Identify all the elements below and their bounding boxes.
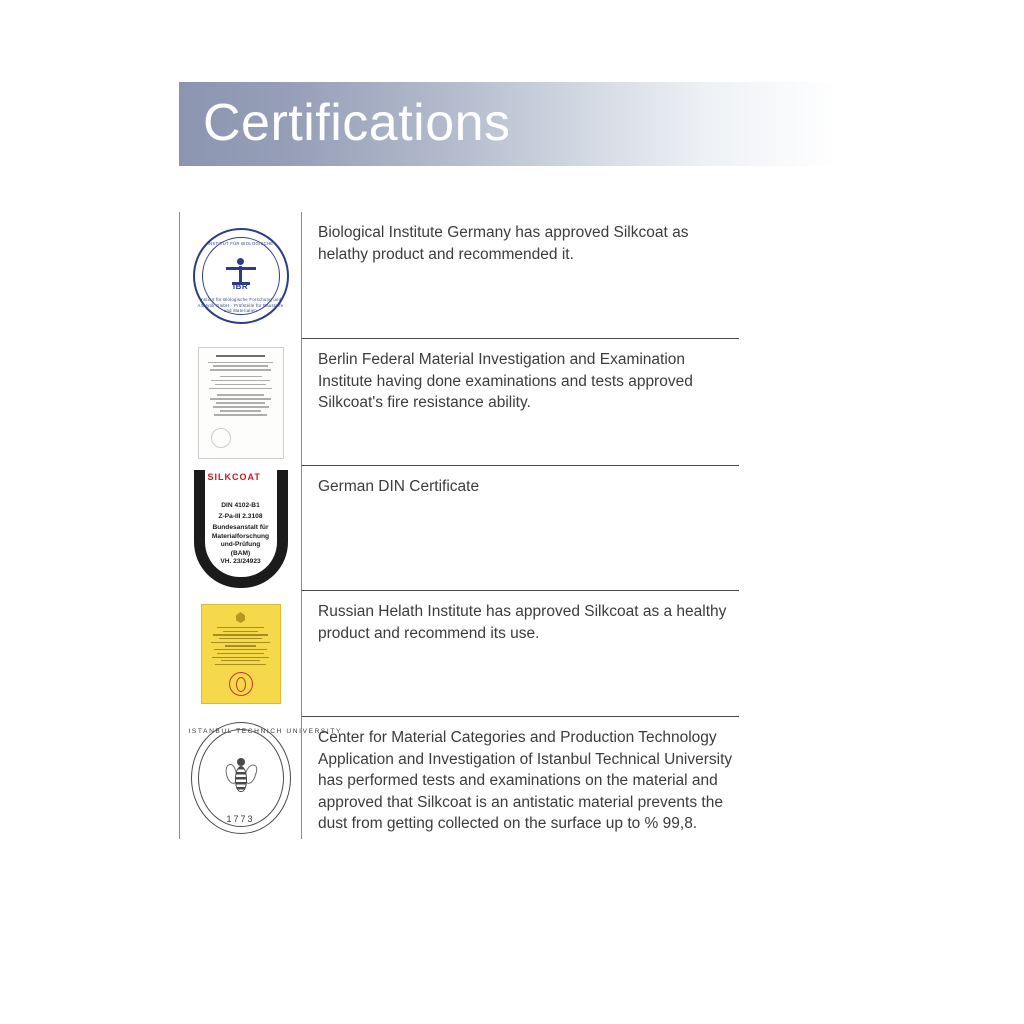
din-line: VH. 23/24923 (220, 557, 261, 565)
ibr-biological-institute-seal-icon (193, 228, 289, 324)
din-line: DIN 4102-B1 (221, 501, 260, 509)
seal-top-text: INSTITUT FÜR BIOLOGISCHE (207, 240, 274, 246)
certification-logo-cell (179, 466, 301, 591)
din-line: Bundesanstalt für (212, 524, 269, 532)
certification-text-cell (301, 717, 739, 839)
crest-icon (236, 612, 245, 623)
certification-description: Russian Helath Institute has approved Silkcoat as a healthy product and recommend its use. (318, 603, 727, 642)
certification-text-cell (301, 591, 739, 717)
din-line: und-Prüfung (220, 541, 261, 549)
certification-text-cell (301, 339, 739, 466)
stamp-icon (211, 428, 231, 448)
human-figure-icon (226, 258, 256, 292)
certification-description: Center for Material Categories and Production Technology Application and Investigation of Istanbul Technical University has performed tests and examinations on the material and approved that Silkcoat is an antistatic material prevents the dust from getting collected on the surface up to % 99,8. (318, 729, 733, 832)
russian-health-certificate-icon (201, 604, 281, 704)
seal-bottom-text: Institut für Biologische Forschung und Analytik GmbH · Prüfstelle für Baustoffe und Materialien (197, 297, 284, 314)
din-line: Z-Pa-III 2.3108 (218, 512, 263, 520)
din-mark-lines (206, 502, 276, 567)
seal-top-text: ISTANBUL TECHNICH UNIVERSITY (188, 728, 342, 735)
page-title: Certifications (203, 93, 511, 152)
certification-logo-cell (179, 212, 301, 339)
certification-text-cell (301, 466, 739, 591)
certification-logo-cell (179, 717, 342, 839)
bam-test-report-document-icon (198, 347, 284, 459)
seal-center-text: IBR (232, 281, 249, 291)
certification-text-cell (301, 212, 739, 339)
din-line: (BAM) (230, 549, 251, 557)
din-u-mark-icon (194, 470, 288, 588)
table-row (179, 591, 739, 717)
din-line: Materialforschung (211, 532, 270, 540)
seal-year-text: 1773 (226, 814, 255, 824)
silkcoat-brand-text: SILKCOAT (207, 471, 261, 482)
certification-logo-cell (179, 591, 301, 717)
certification-description: Biological Institute Germany has approved Silkcoat as helathy product and recommended it. (318, 224, 689, 263)
table-row (179, 212, 739, 339)
table-row (179, 717, 739, 839)
certifications-table (179, 212, 739, 839)
certification-description: German DIN Certificate (318, 478, 480, 495)
certification-logo-cell (179, 339, 301, 466)
table-row (179, 339, 739, 466)
red-stamp-icon (229, 672, 253, 696)
istanbul-technical-university-seal-icon (188, 720, 342, 836)
bee-icon (228, 754, 254, 794)
table-row (179, 466, 739, 591)
page-title-banner (179, 82, 838, 166)
certification-description: Berlin Federal Material Investigation and Examination Institute having done examinations and tests approved Silkcoat's fire resistance ability. (318, 351, 693, 411)
